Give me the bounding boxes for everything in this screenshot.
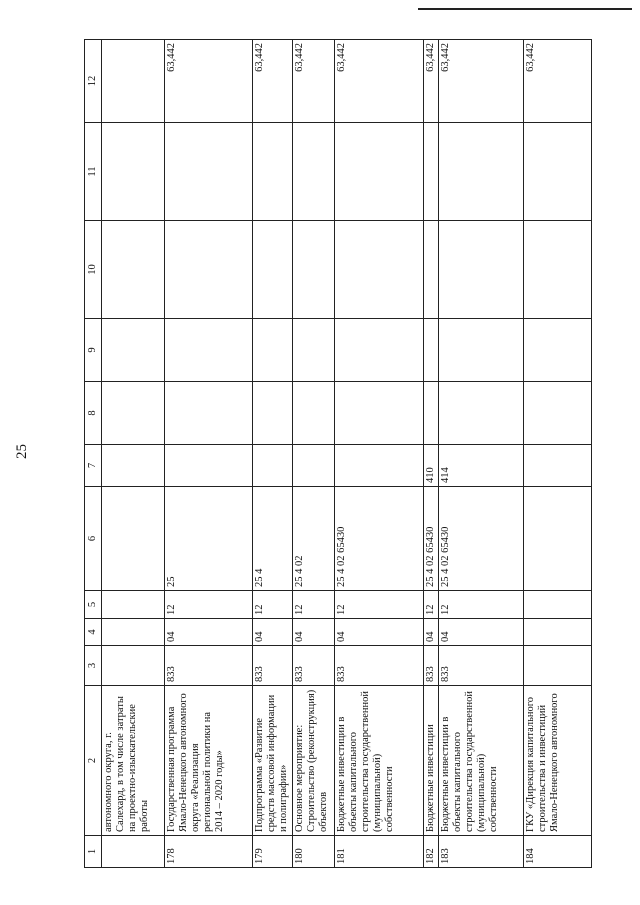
- col-header-5: 5: [85, 591, 102, 619]
- cell-grbs: 833: [293, 646, 335, 686]
- cell-target-article: 25: [165, 487, 253, 591]
- cell-col-10: [253, 221, 293, 319]
- cell-target-article: [102, 487, 165, 591]
- cell-target-article: 25 4 02: [293, 487, 335, 591]
- cell-col-10: [439, 221, 524, 319]
- row-number: 184: [524, 836, 592, 868]
- cell-col-9: [524, 319, 592, 382]
- page-number: 25: [14, 444, 30, 459]
- cell-grbs: 833: [439, 646, 524, 686]
- cell-col-11: [293, 123, 335, 221]
- cell-col-11: [253, 123, 293, 221]
- cell-col-11: [102, 123, 165, 221]
- cell-col-10: [102, 221, 165, 319]
- cell-expense-type: [102, 445, 165, 487]
- cell-section: 04: [439, 619, 524, 646]
- col-header-9: 9: [85, 319, 102, 382]
- table-row: [253, 40, 293, 868]
- row-name: Подпрограмма «Развитие средств массовой информации и полиграфии»: [253, 686, 293, 836]
- row-number: 183: [439, 836, 524, 868]
- cell-col-9: [424, 319, 439, 382]
- cell-col-8: [253, 382, 293, 445]
- table-row: [102, 40, 165, 868]
- table-row: [424, 40, 439, 868]
- cell-col-11: [524, 123, 592, 221]
- cell-section: 04: [165, 619, 253, 646]
- cell-grbs: 833: [253, 646, 293, 686]
- col-header-12: 12: [85, 40, 102, 123]
- row-name: Бюджетные инвестиции в объекты капитального строительства государственной (муниципальной) собственности: [335, 686, 424, 836]
- row-name: Бюджетные инвестиции: [424, 686, 439, 836]
- cell-expense-type: [293, 445, 335, 487]
- cell-expense-type: [335, 445, 424, 487]
- row-name: Основное мероприятие: Строительство (реконструкция) объектов: [293, 686, 335, 836]
- cell-target-article: 25 4 02 65430: [424, 487, 439, 591]
- row-number: 178: [165, 836, 253, 868]
- cell-col-10: [165, 221, 253, 319]
- cell-amount: 63,442: [424, 40, 439, 123]
- cell-col-10: [524, 221, 592, 319]
- row-name: Государственная программа Ямало-Ненецкого автономного округа «Реализация региональной политики на 2014 – 2020 годы»: [165, 686, 253, 836]
- cell-target-article: 25 4 02 65430: [439, 487, 524, 591]
- cell-section: [102, 619, 165, 646]
- cell-col-8: [335, 382, 424, 445]
- cell-amount: 63,442: [293, 40, 335, 123]
- cell-col-10: [335, 221, 424, 319]
- col-header-8: 8: [85, 382, 102, 445]
- table-row: [524, 40, 592, 868]
- cell-col-11: [165, 123, 253, 221]
- col-header-7: 7: [85, 445, 102, 487]
- cell-target-article: [524, 487, 592, 591]
- cell-section: 04: [335, 619, 424, 646]
- cell-col-9: [102, 319, 165, 382]
- cell-subsection: 12: [165, 591, 253, 619]
- cell-col-9: [165, 319, 253, 382]
- cell-col-11: [424, 123, 439, 221]
- cell-amount: 63,442: [439, 40, 524, 123]
- cell-col-9: [439, 319, 524, 382]
- row-number: 180: [293, 836, 335, 868]
- row-number: 181: [335, 836, 424, 868]
- row-name: ГКУ «Дирекция капитального строительства и инвестиций Ямало-Ненецкого автономного: [524, 686, 592, 836]
- col-header-2: 2: [85, 686, 102, 836]
- cell-grbs: [524, 646, 592, 686]
- cell-amount: 63,442: [165, 40, 253, 123]
- cell-subsection: 12: [424, 591, 439, 619]
- cell-amount: 63,442: [253, 40, 293, 123]
- col-header-3: 3: [85, 646, 102, 686]
- table-row: [165, 40, 253, 868]
- cell-col-9: [335, 319, 424, 382]
- cell-subsection: 12: [293, 591, 335, 619]
- cell-expense-type: [524, 445, 592, 487]
- col-header-6: 6: [85, 487, 102, 591]
- cell-section: [524, 619, 592, 646]
- cell-subsection: 12: [439, 591, 524, 619]
- cell-col-11: [335, 123, 424, 221]
- cell-section: 04: [424, 619, 439, 646]
- cell-col-8: [165, 382, 253, 445]
- cell-grbs: 833: [165, 646, 253, 686]
- table-row: [293, 40, 335, 868]
- table-row: [335, 40, 424, 868]
- cell-col-8: [102, 382, 165, 445]
- cell-subsection: 12: [335, 591, 424, 619]
- cell-amount: [102, 40, 165, 123]
- cell-grbs: [102, 646, 165, 686]
- cell-subsection: 12: [253, 591, 293, 619]
- budget-table: [84, 39, 592, 868]
- cell-target-article: 25 4 02 65430: [335, 487, 424, 591]
- row-name: Бюджетные инвестиции в объекты капитального строительства государственной (муниципальной) собственности: [439, 686, 524, 836]
- cell-col-9: [253, 319, 293, 382]
- cell-subsection: [102, 591, 165, 619]
- cell-target-article: 25 4: [253, 487, 293, 591]
- cell-col-8: [424, 382, 439, 445]
- cell-col-11: [439, 123, 524, 221]
- cell-col-10: [293, 221, 335, 319]
- cell-expense-type: [253, 445, 293, 487]
- cell-col-8: [293, 382, 335, 445]
- cell-section: 04: [293, 619, 335, 646]
- cell-amount: 63,442: [524, 40, 592, 123]
- col-header-11: 11: [85, 123, 102, 221]
- cell-expense-type: 414: [439, 445, 524, 487]
- cell-amount: 63,442: [335, 40, 424, 123]
- table-row: [439, 40, 524, 868]
- row-number: [102, 836, 165, 868]
- cell-grbs: 833: [335, 646, 424, 686]
- col-header-4: 4: [85, 619, 102, 646]
- cell-col-9: [293, 319, 335, 382]
- col-header-1: 1: [85, 836, 102, 868]
- cell-expense-type: 410: [424, 445, 439, 487]
- cell-col-8: [439, 382, 524, 445]
- row-number: 182: [424, 836, 439, 868]
- cell-subsection: [524, 591, 592, 619]
- cell-col-8: [524, 382, 592, 445]
- header-row: [85, 40, 102, 868]
- cell-expense-type: [165, 445, 253, 487]
- row-name: автономного округа, г. Салехард, в том числе затраты на проектно-изыскательские работы: [102, 686, 165, 836]
- cell-col-10: [424, 221, 439, 319]
- col-header-10: 10: [85, 221, 102, 319]
- cell-section: 04: [253, 619, 293, 646]
- cell-grbs: 833: [424, 646, 439, 686]
- row-number: 179: [253, 836, 293, 868]
